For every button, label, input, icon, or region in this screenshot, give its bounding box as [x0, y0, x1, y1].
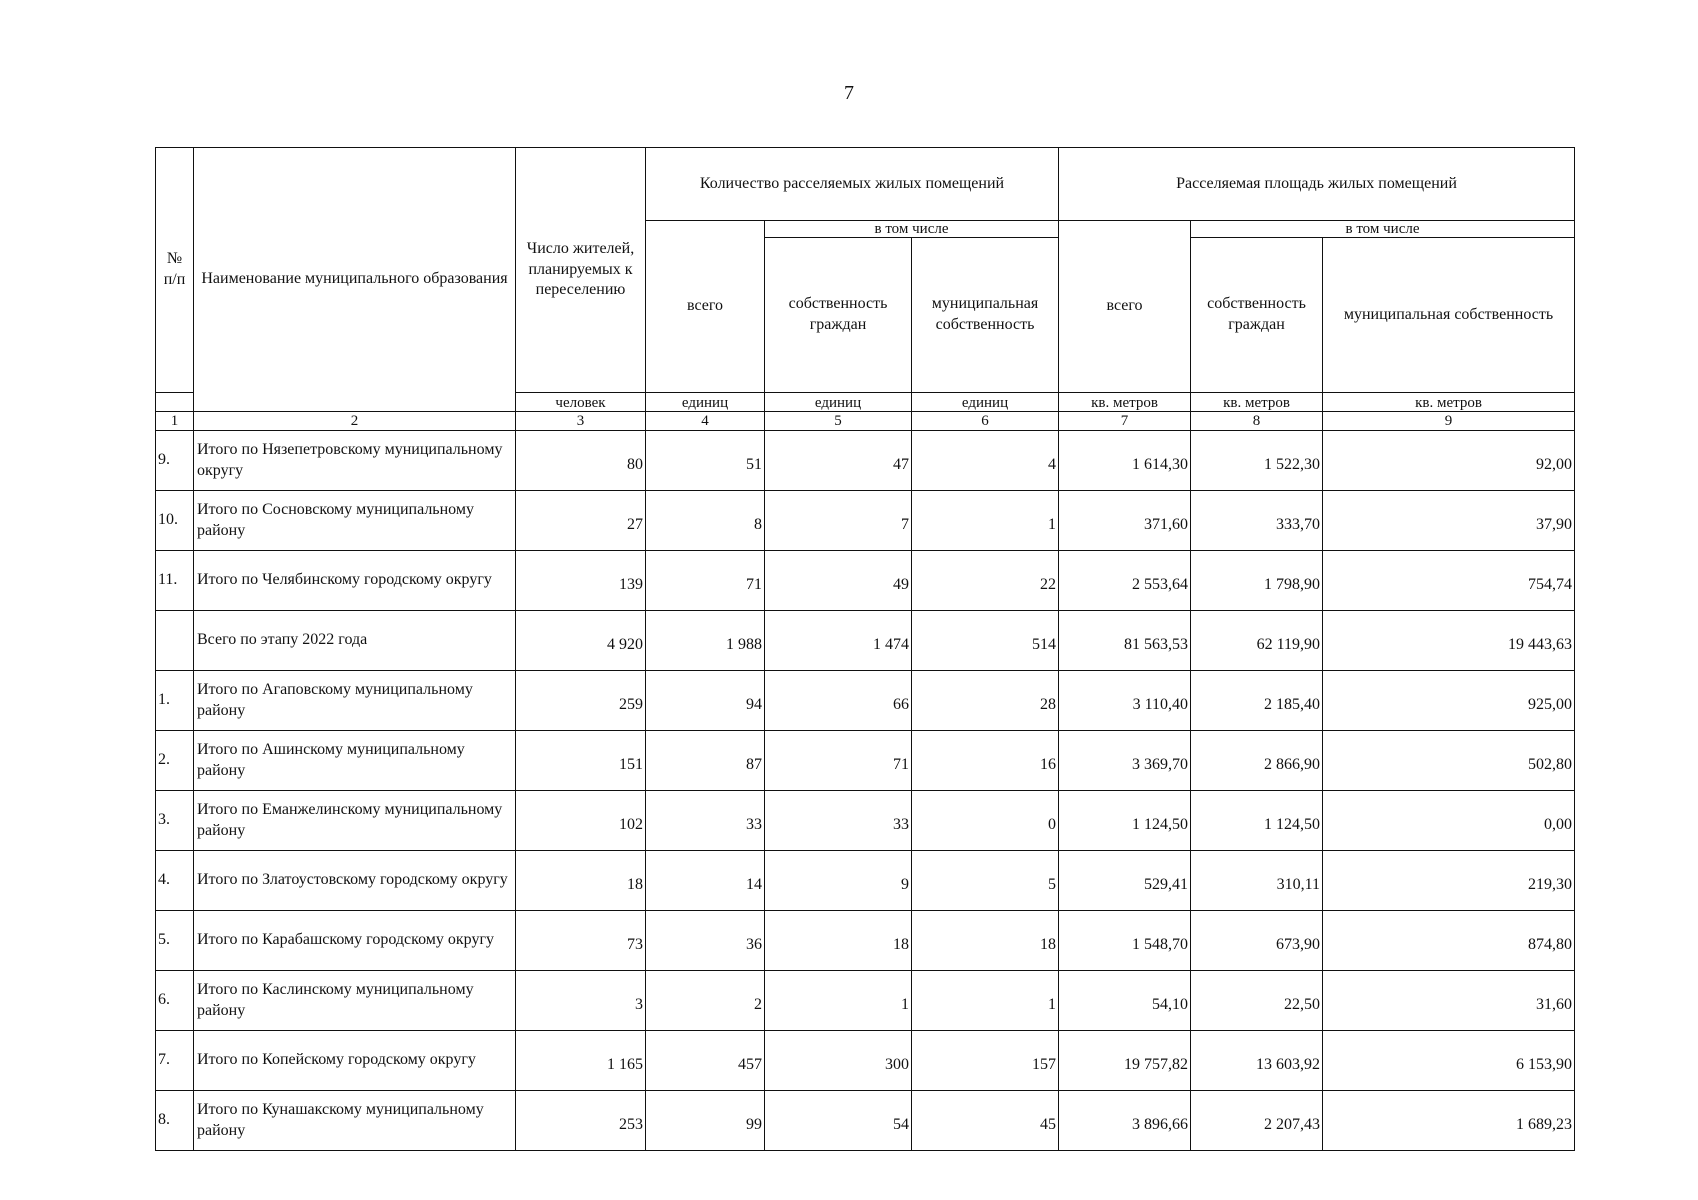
area-citizens: 13 603,92	[1191, 1031, 1323, 1091]
residents-count: 1 165	[516, 1031, 646, 1091]
header-count-citizens: собственность граждан	[765, 238, 912, 393]
row-index: 7.	[156, 1031, 194, 1091]
column-number: 7	[1059, 412, 1191, 431]
residents-count: 18	[516, 851, 646, 911]
area-total: 529,41	[1059, 851, 1191, 911]
row-index: 6.	[156, 971, 194, 1031]
units-municipal: 5	[912, 851, 1059, 911]
table-row	[156, 731, 1575, 791]
area-citizens: 1 124,50	[1191, 791, 1323, 851]
row-index: 9.	[156, 431, 194, 491]
unit-area-citizens: кв. метров	[1191, 393, 1323, 412]
area-citizens: 1 522,30	[1191, 431, 1323, 491]
units-total: 457	[646, 1031, 765, 1091]
units-municipal: 1	[912, 491, 1059, 551]
row-index: 2.	[156, 731, 194, 791]
units-municipal: 18	[912, 911, 1059, 971]
column-number: 8	[1191, 412, 1323, 431]
unit-area-total: кв. метров	[1059, 393, 1191, 412]
area-total: 3 896,66	[1059, 1091, 1191, 1151]
residents-count: 27	[516, 491, 646, 551]
table-row	[156, 551, 1575, 611]
area-total: 1 614,30	[1059, 431, 1191, 491]
municipality-name: Итого по Сосновскому муниципальному району	[194, 491, 516, 551]
header-area-citizens: собственность граждан	[1191, 238, 1323, 393]
units-municipal: 0	[912, 791, 1059, 851]
header-count-total: всего	[646, 221, 765, 393]
units-municipal: 514	[912, 611, 1059, 671]
residents-count: 139	[516, 551, 646, 611]
municipality-name: Итого по Карабашскому городскому округу	[194, 911, 516, 971]
residents-count: 102	[516, 791, 646, 851]
header-group-count: Количество расселяемых жилых помещений	[646, 148, 1059, 221]
residents-count: 3	[516, 971, 646, 1031]
table-row	[156, 1091, 1575, 1151]
units-municipal: 16	[912, 731, 1059, 791]
area-municipal: 754,74	[1323, 551, 1575, 611]
units-total: 71	[646, 551, 765, 611]
area-municipal: 874,80	[1323, 911, 1575, 971]
resettlement-table	[155, 147, 1575, 1151]
table-row	[156, 611, 1575, 671]
table-row	[156, 1031, 1575, 1091]
municipality-name: Итого по Еманжелинскому муниципальному району	[194, 791, 516, 851]
units-total: 87	[646, 731, 765, 791]
area-total: 2 553,64	[1059, 551, 1191, 611]
area-municipal: 925,00	[1323, 671, 1575, 731]
header-group-area: Расселяемая площадь жилых помещений	[1059, 148, 1575, 221]
units-total: 2	[646, 971, 765, 1031]
residents-count: 259	[516, 671, 646, 731]
table-row	[156, 671, 1575, 731]
municipality-name: Итого по Копейскому городскому округу	[194, 1031, 516, 1091]
units-citizens: 7	[765, 491, 912, 551]
area-citizens: 333,70	[1191, 491, 1323, 551]
area-municipal: 219,30	[1323, 851, 1575, 911]
units-municipal: 157	[912, 1031, 1059, 1091]
units-citizens: 33	[765, 791, 912, 851]
area-municipal: 6 153,90	[1323, 1031, 1575, 1091]
area-total: 54,10	[1059, 971, 1191, 1031]
area-municipal: 0,00	[1323, 791, 1575, 851]
row-index	[156, 611, 194, 671]
table-row	[156, 851, 1575, 911]
unit-area-municipal: кв. метров	[1323, 393, 1575, 412]
municipality-name: Итого по Челябинскому городскому округу	[194, 551, 516, 611]
row-index: 10.	[156, 491, 194, 551]
header-area-including: в том числе	[1191, 221, 1575, 238]
column-number: 4	[646, 412, 765, 431]
header-area-total: всего	[1059, 221, 1191, 393]
area-citizens: 1 798,90	[1191, 551, 1323, 611]
area-citizens: 673,90	[1191, 911, 1323, 971]
units-citizens: 66	[765, 671, 912, 731]
area-citizens: 2 207,43	[1191, 1091, 1323, 1151]
area-citizens: 22,50	[1191, 971, 1323, 1031]
units-citizens: 1	[765, 971, 912, 1031]
units-total: 51	[646, 431, 765, 491]
units-total: 94	[646, 671, 765, 731]
area-municipal: 31,60	[1323, 971, 1575, 1031]
column-number: 9	[1323, 412, 1575, 431]
column-number: 1	[156, 412, 194, 431]
area-citizens: 310,11	[1191, 851, 1323, 911]
units-citizens: 18	[765, 911, 912, 971]
units-citizens: 54	[765, 1091, 912, 1151]
units-total: 1 988	[646, 611, 765, 671]
header-count-municipal: муниципальная собственность	[912, 238, 1059, 393]
unit-count-total: единиц	[646, 393, 765, 412]
area-total: 81 563,53	[1059, 611, 1191, 671]
table-body	[156, 431, 1575, 1151]
unit-empty	[156, 393, 194, 412]
municipality-name: Итого по Агаповскому муниципальному району	[194, 671, 516, 731]
municipality-name: Итого по Каслинскому муниципальному району	[194, 971, 516, 1031]
row-index: 4.	[156, 851, 194, 911]
residents-count: 73	[516, 911, 646, 971]
units-municipal: 28	[912, 671, 1059, 731]
units-total: 14	[646, 851, 765, 911]
units-citizens: 47	[765, 431, 912, 491]
units-citizens: 49	[765, 551, 912, 611]
area-total: 1 548,70	[1059, 911, 1191, 971]
residents-count: 4 920	[516, 611, 646, 671]
table-row	[156, 971, 1575, 1031]
header-residents: Число жителей, планируемых к переселению	[516, 148, 646, 393]
column-number: 2	[194, 412, 516, 431]
units-total: 8	[646, 491, 765, 551]
row-index: 3.	[156, 791, 194, 851]
table-header	[156, 148, 1575, 431]
table-row	[156, 491, 1575, 551]
units-municipal: 22	[912, 551, 1059, 611]
municipality-name: Итого по Златоустовскому городскому округу	[194, 851, 516, 911]
area-total: 3 110,40	[1059, 671, 1191, 731]
area-municipal: 1 689,23	[1323, 1091, 1575, 1151]
residents-count: 151	[516, 731, 646, 791]
unit-count-citizens: единиц	[765, 393, 912, 412]
column-number: 6	[912, 412, 1059, 431]
municipality-name: Итого по Нязепетровскому муниципальному округу	[194, 431, 516, 491]
units-citizens: 300	[765, 1031, 912, 1091]
table-row	[156, 911, 1575, 971]
header-count-including: в том числе	[765, 221, 1059, 238]
area-municipal: 19 443,63	[1323, 611, 1575, 671]
row-index: 11.	[156, 551, 194, 611]
row-index: 8.	[156, 1091, 194, 1151]
area-citizens: 2 185,40	[1191, 671, 1323, 731]
municipality-name: Всего по этапу 2022 года	[194, 611, 516, 671]
units-citizens: 9	[765, 851, 912, 911]
area-municipal: 502,80	[1323, 731, 1575, 791]
table-row	[156, 431, 1575, 491]
area-total: 3 369,70	[1059, 731, 1191, 791]
residents-count: 253	[516, 1091, 646, 1151]
units-total: 99	[646, 1091, 765, 1151]
units-citizens: 1 474	[765, 611, 912, 671]
area-total: 19 757,82	[1059, 1031, 1191, 1091]
header-row-number: № п/п	[156, 148, 194, 393]
column-number: 5	[765, 412, 912, 431]
unit-people: человек	[516, 393, 646, 412]
area-total: 1 124,50	[1059, 791, 1191, 851]
area-total: 371,60	[1059, 491, 1191, 551]
area-citizens: 2 866,90	[1191, 731, 1323, 791]
row-index: 5.	[156, 911, 194, 971]
municipality-name: Итого по Ашинскому муниципальному району	[194, 731, 516, 791]
unit-count-municipal: единиц	[912, 393, 1059, 412]
page-number: 7	[844, 82, 854, 104]
units-total: 36	[646, 911, 765, 971]
header-municipality-name: Наименование муниципального образования	[194, 148, 516, 412]
residents-count: 80	[516, 431, 646, 491]
area-municipal: 92,00	[1323, 431, 1575, 491]
municipality-name: Итого по Кунашакскому муниципальному району	[194, 1091, 516, 1151]
units-total: 33	[646, 791, 765, 851]
units-municipal: 1	[912, 971, 1059, 1031]
units-municipal: 4	[912, 431, 1059, 491]
row-index: 1.	[156, 671, 194, 731]
units-citizens: 71	[765, 731, 912, 791]
table-row	[156, 791, 1575, 851]
units-municipal: 45	[912, 1091, 1059, 1151]
header-area-municipal: муниципальная собственность	[1323, 238, 1575, 393]
area-municipal: 37,90	[1323, 491, 1575, 551]
area-citizens: 62 119,90	[1191, 611, 1323, 671]
column-number: 3	[516, 412, 646, 431]
